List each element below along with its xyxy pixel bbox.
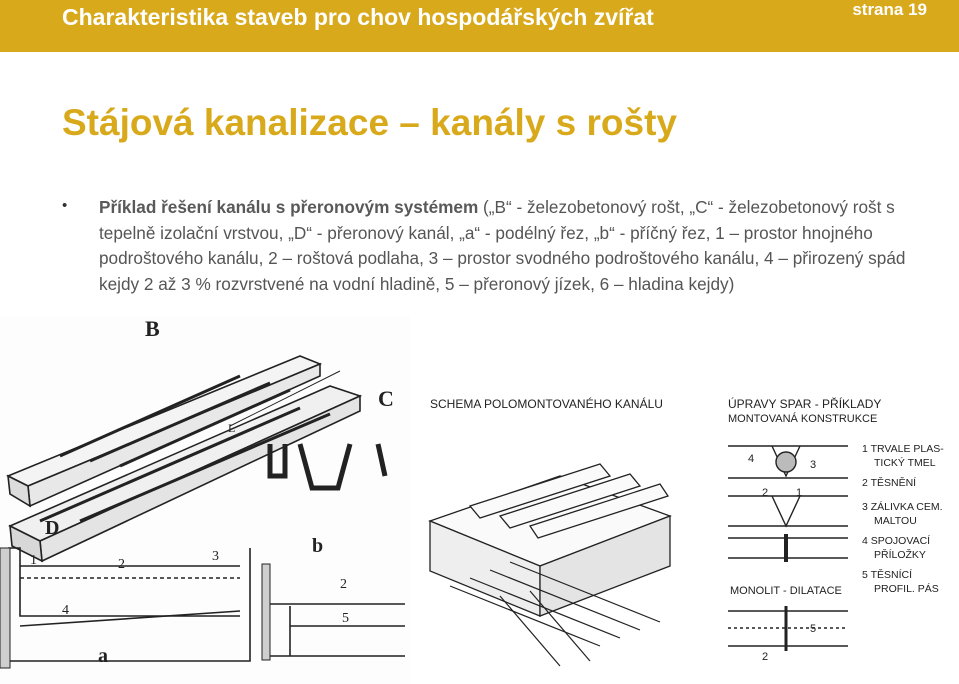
legend-line-6: PŘÍLOŽKY (874, 549, 926, 561)
bullet-text (99, 195, 939, 297)
right-caption: MONOLIT - DILATACE (730, 585, 842, 597)
page-number: strana 19 (852, 0, 927, 19)
right-n4: 4 (748, 453, 755, 465)
label-L: L (228, 421, 236, 435)
label-a: a (98, 645, 108, 667)
label-C: C (378, 386, 394, 411)
legend-line-4: MALTOU (874, 515, 917, 527)
right-n2b: 2 (762, 651, 769, 663)
header-bar (0, 0, 959, 52)
middle-title: SCHEMA POLOMONTOVANÉHO KANÁLU (430, 397, 663, 411)
figure-middle (410, 382, 710, 684)
right-n5: 5 (810, 623, 817, 635)
legend-line-2: 2 TĚSNĚNÍ (862, 477, 917, 489)
legend-line-1: TICKÝ TMEL (874, 457, 936, 469)
num-3: 3 (212, 549, 219, 564)
right-title-2: MONTOVANÁ KONSTRUKCE (728, 413, 878, 425)
bullet-dot: • (62, 197, 68, 214)
label-B: B (145, 316, 160, 341)
label-b: b (312, 535, 324, 557)
num-2a: 2 (118, 557, 125, 572)
legend-line-7: 5 TĚSNÍCÍ (862, 569, 912, 581)
right-n2: 2 (762, 487, 769, 499)
legend-line-3: 3 ZÁLIVKA CEM. (862, 501, 943, 513)
num-4: 4 (62, 603, 69, 618)
figure-left (0, 316, 410, 684)
bullet-lead: Příklad řešení kanálu s přeronovým systémem (99, 197, 479, 217)
illustrations (0, 316, 959, 684)
slide-title: Stájová kanalizace – kanály s rošty (62, 102, 677, 143)
num-2b: 2 (340, 577, 347, 592)
bullet-rest: („B“ - železobetonový rošt, „C“ - železobetonový rošt s tepelně izolační vrstvou, „D“ - přeronový kanál, „a“ - podélný řez, „b“ - příčný řez, 1 – prostor hnojného podroštového kanálu, 2 – roštová podlaha, 3 – prostor svodného podroštového kanálu, 4 – přirozený spád kejdy 2 až 3 % rozvrstvené na vodní hladině, 5 – přeronový jízek, 6 – hladina kejdy) (99, 197, 906, 294)
label-D: D (45, 517, 60, 539)
right-title-1: ÚPRAVY SPAR - PŘÍKLADY (728, 397, 882, 411)
header-title: Charakteristika staveb pro chov hospodářských zvířat (62, 4, 654, 30)
legend-line-0: 1 TRVALE PLAS- (862, 443, 944, 455)
num-1: 1 (30, 553, 37, 568)
legend-line-5: 4 SPOJOVACÍ (862, 535, 931, 547)
right-n3: 3 (810, 459, 817, 471)
drawing-canvas (0, 316, 959, 684)
figure-right (710, 382, 959, 684)
num-5: 5 (342, 611, 349, 626)
legend-line-8: PROFIL. PÁS (874, 583, 939, 595)
right-n1: 1 (796, 487, 803, 499)
